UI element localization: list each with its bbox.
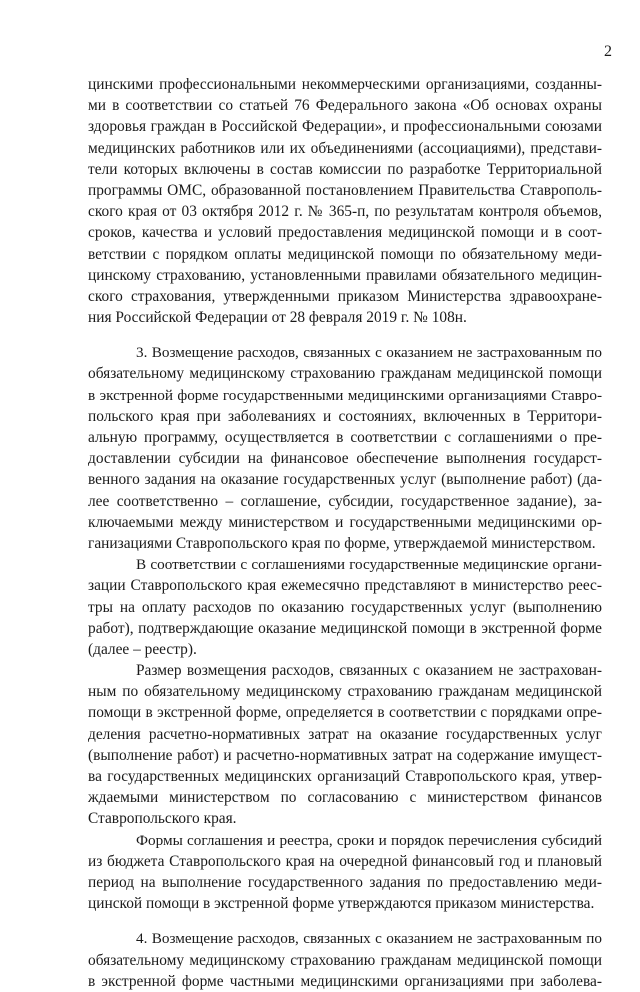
text-line: ния Российской Федерации от 28 февраля 2019 г. № 108н.	[88, 309, 467, 327]
text-line: лее соответственно – соглашение, субсидии, государственное задание), за-	[88, 492, 602, 510]
text-line: обязательному медицинскому страхованию гражданам медицинской помощи	[88, 365, 602, 383]
paragraph-item-3	[88, 342, 602, 554]
text-line: тры на оплату расходов по оказанию государственных услуг (выполнению	[88, 598, 602, 616]
text-line: (далее – реестр).	[88, 640, 197, 658]
text-line: здоровья граждан в Российской Федерации», и профессиональными союзами	[88, 118, 602, 136]
paragraph-reimbursement-amount	[88, 660, 602, 830]
text-line: ждаемыми министерством по согласованию с министерством финансов	[88, 789, 602, 807]
text-line: сроков, качества и условий предоставления медицинской помощи и в соот-	[88, 224, 602, 242]
text-line: Размер возмещения расходов, связанных с оказанием не застрахован-	[136, 662, 602, 680]
text-line: в экстренной форме государственными медицинскими организациями Ставро-	[88, 386, 602, 404]
paragraph-registries	[88, 554, 602, 660]
text-line: из бюджета Ставропольского края на очередной финансовый год и плановый	[88, 852, 602, 870]
text-line: польского края при заболеваниях и состояниях, включенных в Территори-	[88, 407, 602, 425]
paragraph-item-4	[88, 928, 602, 992]
text-line: цинской помощи в экстренной форме утверждаются приказом министерства.	[88, 895, 595, 913]
paragraph-continuation	[88, 74, 602, 328]
text-line: программы ОМС, образованной постановлением Правительства Ставрополь-	[88, 181, 602, 199]
text-line: ми в соответствии со статьей 76 Федерального закона «Об основах охраны	[88, 97, 602, 115]
text-line: (выполнение работ) и расчетно-нормативных затрат на содержание имущест-	[88, 746, 602, 764]
text-line: 3. Возмещение расходов, связанных с оказанием не застрахованным по	[136, 344, 602, 362]
text-line: цинскому страхованию, установленными правилами обязательного медицин-	[88, 266, 602, 284]
text-line: зации Ставропольского края ежемесячно представляют в министерство реес-	[88, 577, 602, 595]
text-line: ветствии с порядком оплаты медицинской помощи по обязательному меди-	[88, 245, 602, 263]
text-line: тели которых включены в состав комиссии по разработке Территориальной	[88, 160, 602, 178]
text-line: работ), подтверждающие оказание медицинской помощи в экстренной форме	[88, 619, 602, 637]
text-line: деления расчетно-нормативных затрат на оказание государственных услуг	[88, 725, 602, 743]
text-line: ным по обязательному медицинскому страхованию гражданам медицинской	[88, 683, 602, 701]
text-line: цинскими профессиональными некоммерческими организациями, созданны-	[88, 76, 602, 93]
text-line: ского страхования, утвержденными приказом Министерства здравоохране-	[88, 287, 602, 305]
text-line: венного задания на оказание государственных услуг (выполнение работ) (да-	[88, 471, 602, 489]
text-line: медицинских работников или их объединениями (ассоциациями), представи-	[88, 139, 602, 157]
paragraph-forms	[88, 830, 602, 915]
text-line: обязательному медицинскому страхованию гражданам медицинской помощи	[88, 951, 602, 969]
text-line: ского края от 03 октября 2012 г. № 365-п, по результатам контроля объемов,	[88, 203, 602, 221]
text-line: альную программу, осуществляется в соответствии с соглашениями о пре-	[88, 429, 602, 446]
text-line: ганизациями Ставропольского края по форме, утверждаемой министерством.	[88, 534, 596, 552]
text-line: В соответствии с соглашениями государственные медицинские органи-	[136, 556, 602, 574]
text-line: Ставропольского края.	[88, 810, 237, 828]
text-line: период на выполнение государственного задания по предоставлению меди-	[88, 873, 602, 891]
text-line: ва государственных медицинских организаций Ставропольского края, утвер-	[88, 768, 602, 785]
text-line: Формы соглашения и реестра, сроки и порядок перечисления субсидий	[136, 831, 602, 849]
text-line: помощи в экстренной форме, определяется в соответствии с порядками опре-	[88, 704, 602, 722]
text-line: ключаемыми между министерством и государственными медицинскими ор-	[88, 513, 602, 531]
page-number: 2	[604, 43, 612, 60]
document-body	[88, 74, 602, 992]
text-line: в экстренной форме частными медицинскими организациями при заболева-	[88, 972, 602, 990]
text-line: доставлении субсидии на финансовое обеспечение выполнения государст-	[88, 450, 602, 468]
text-line: 4. Возмещение расходов, связанных с оказанием не застрахованным по	[136, 930, 602, 948]
